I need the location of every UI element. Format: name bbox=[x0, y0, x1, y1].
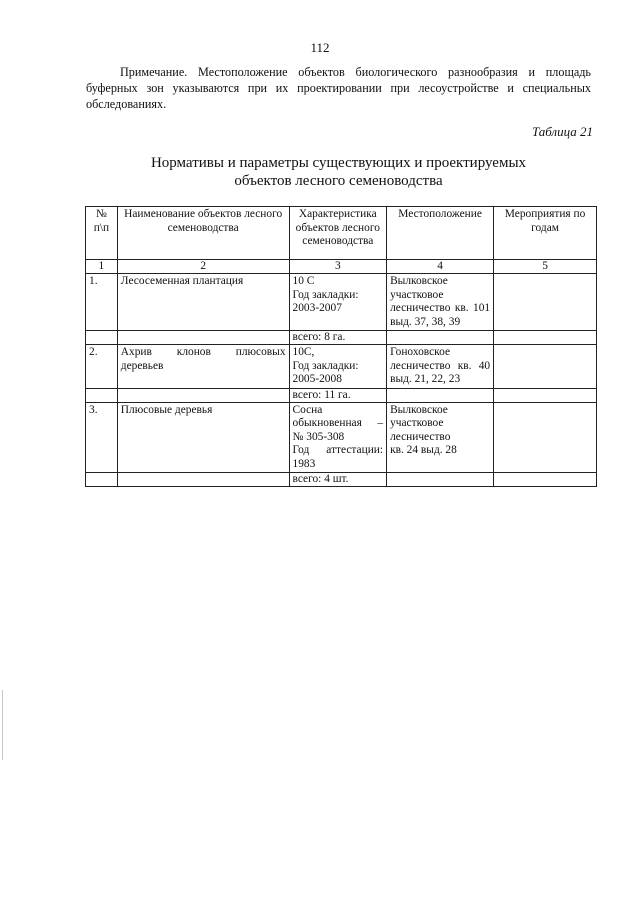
header-number: № п\п bbox=[86, 207, 118, 260]
object-location: Вылковское участковое лесничество кв. 101 выд. 37, 38, 39 bbox=[387, 274, 494, 331]
column-number: 4 bbox=[387, 260, 494, 274]
subtotal-value: всего: 11 га. bbox=[289, 388, 387, 402]
table-header-row bbox=[86, 207, 597, 260]
object-activities bbox=[494, 274, 597, 331]
header-name: Наименование объектов лесного семеноводства bbox=[117, 207, 289, 260]
column-number-row bbox=[86, 260, 597, 274]
column-number: 5 bbox=[494, 260, 597, 274]
subtotal-row bbox=[86, 331, 597, 345]
column-number: 3 bbox=[289, 260, 387, 274]
object-characteristic: 10 С Год закладки: 2003-2007 bbox=[289, 274, 387, 331]
table-row bbox=[86, 402, 597, 473]
object-location: Гоноховское лесничество кв. 40 выд. 21, 22, 23 bbox=[387, 345, 494, 389]
column-number: 2 bbox=[117, 260, 289, 274]
note-paragraph: Примечание. Местоположение объектов биологического разнообразия и площадь буферных зон указываются при их проектировании при лесоустройстве и специальных обследованиях. bbox=[86, 65, 591, 111]
column-number: 1 bbox=[86, 260, 118, 274]
row-number: 3. bbox=[86, 402, 118, 473]
table-row bbox=[86, 274, 597, 331]
header-characteristic: Характеристика объектов лесного семеноводства bbox=[289, 207, 387, 260]
header-location: Местоположение bbox=[387, 207, 494, 260]
subtotal-row bbox=[86, 473, 597, 487]
scan-edge-mark bbox=[2, 690, 3, 760]
subtotal-value: всего: 8 га. bbox=[289, 331, 387, 345]
table-label: Таблица 21 bbox=[531, 124, 593, 139]
row-number: 2. bbox=[86, 345, 118, 389]
object-characteristic: Сосна обыкновенная – № 305-308 Год аттестации: 1983 bbox=[289, 402, 387, 473]
object-location: Вылковское участковое лесничество кв. 24 выд. 28 bbox=[387, 402, 494, 473]
object-name: Плюсовые деревья bbox=[117, 402, 289, 473]
subtotal-row bbox=[86, 388, 597, 402]
subtotal-value: всего: 4 шт. bbox=[289, 473, 387, 487]
object-name: Лесосеменная плантация bbox=[117, 274, 289, 331]
row-number: 1. bbox=[86, 274, 118, 331]
seed-objects-table bbox=[85, 206, 597, 487]
header-activities: Мероприятия по годам bbox=[494, 207, 597, 260]
object-characteristic: 10С, Год закладки: 2005-2008 bbox=[289, 345, 387, 389]
table-title-line-1: Нормативы и параметры существующих и проектируемых bbox=[150, 155, 527, 171]
object-activities bbox=[494, 345, 597, 389]
object-name: Ахрив клонов плюсовых деревьев bbox=[117, 345, 289, 389]
table-row bbox=[86, 345, 597, 389]
page-number: 112 bbox=[310, 40, 330, 55]
table-title bbox=[86, 154, 591, 190]
object-activities bbox=[494, 402, 597, 473]
table-title-line-2: объектов лесного семеноводства bbox=[234, 173, 443, 189]
